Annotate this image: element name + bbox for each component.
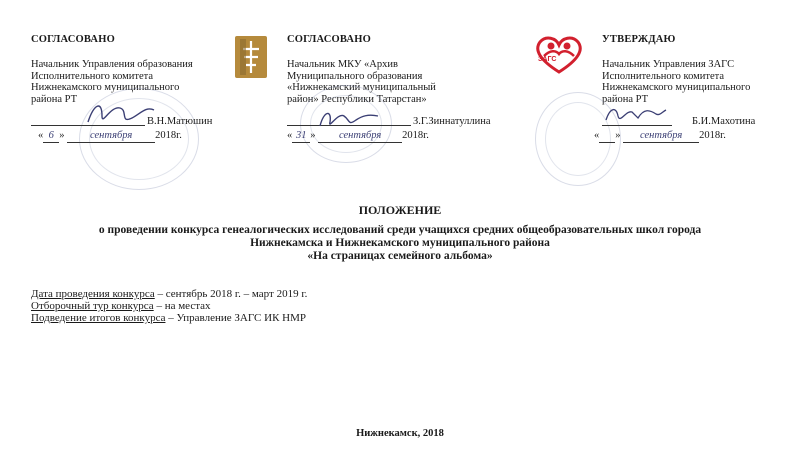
detail-value: – на местах [153,300,211,312]
detail-value: – Управление ЗАГС ИК НМР [165,312,307,324]
approval-header: СОГЛАСОВАНО [31,34,115,45]
date-day: 31 [292,130,310,143]
detail-label: Подведение итогов конкурса [31,312,166,324]
place-and-year: Нижнекамск, 2018 [356,428,444,439]
approval-block-education [31,34,115,45]
zags-logo-text: ЗАГС [538,56,557,63]
position-line: Начальник МКУ «Архив [287,59,398,70]
approval-header: СОГЛАСОВАНО [287,34,371,45]
approval-date [38,130,182,143]
signer-name: Б.И.Махотина [692,116,756,127]
document-subtitle-line: Нижнекамска и Нижнекамского муниципального района [250,237,550,249]
approval-block-archive [287,34,371,45]
city-emblem-icon [234,35,268,79]
position-line: района РТ [31,93,78,105]
position-text [602,59,750,105]
date-month: сентября [318,130,402,143]
position-line: Начальник Управления образования [31,59,193,70]
detail-row [31,288,307,300]
position-line: Нижнекамского муниципального [602,82,751,93]
position-line: «Нижнекамский муниципальный [287,82,436,93]
detail-label: Дата проведения конкурса [31,288,155,300]
position-line: Нижнекамского муниципального [31,82,180,93]
date-quote-open: « [287,130,293,141]
date-quote-open: « [594,130,600,141]
signer-name: В.Н.Матюшин [147,116,213,127]
position-line: Муниципального образования [287,70,423,82]
detail-label: Отборочный тур конкурса [31,300,154,312]
signer-name: З.Г.Зиннатуллина [413,116,491,127]
date-quote-close: » [59,130,65,141]
date-quote-open: « [38,130,44,141]
position-line: Начальник Управления ЗАГС [602,59,735,70]
date-month: сентября [623,130,699,143]
contest-details [31,288,307,324]
date-day-blank [599,130,615,143]
date-quote-close: » [310,130,316,141]
detail-row [31,312,307,324]
date-year: 2018г. [155,130,182,141]
detail-row [31,300,307,312]
document-subtitle-line: о проведении конкурса генеалогических исследований среди учащихся средних общеобразовательных школ города [98,224,702,236]
approval-date [287,130,429,143]
document-subtitle-line: «На страницах семейного альбома» [307,250,493,262]
approval-block-zags [602,34,676,45]
date-year: 2018г. [699,130,726,141]
detail-value: – сентябрь 2018 г. – март 2019 г. [154,288,308,300]
handwritten-signature [602,100,668,130]
approval-date [594,130,726,143]
position-line: Исполнительного комитета [602,70,725,82]
position-line: района РТ [602,93,649,105]
date-day: 6 [43,130,59,143]
document-title: ПОЛОЖЕНИЕ [358,203,442,217]
position-line: район» Республики Татарстан» [287,93,427,105]
date-quote-close: » [615,130,621,141]
approval-header: УТВЕРЖДАЮ [602,34,676,45]
date-month: сентября [67,130,155,143]
position-line: Исполнительного комитета [31,70,154,82]
date-year: 2018г. [402,130,429,141]
zags-logo-icon [530,32,588,76]
